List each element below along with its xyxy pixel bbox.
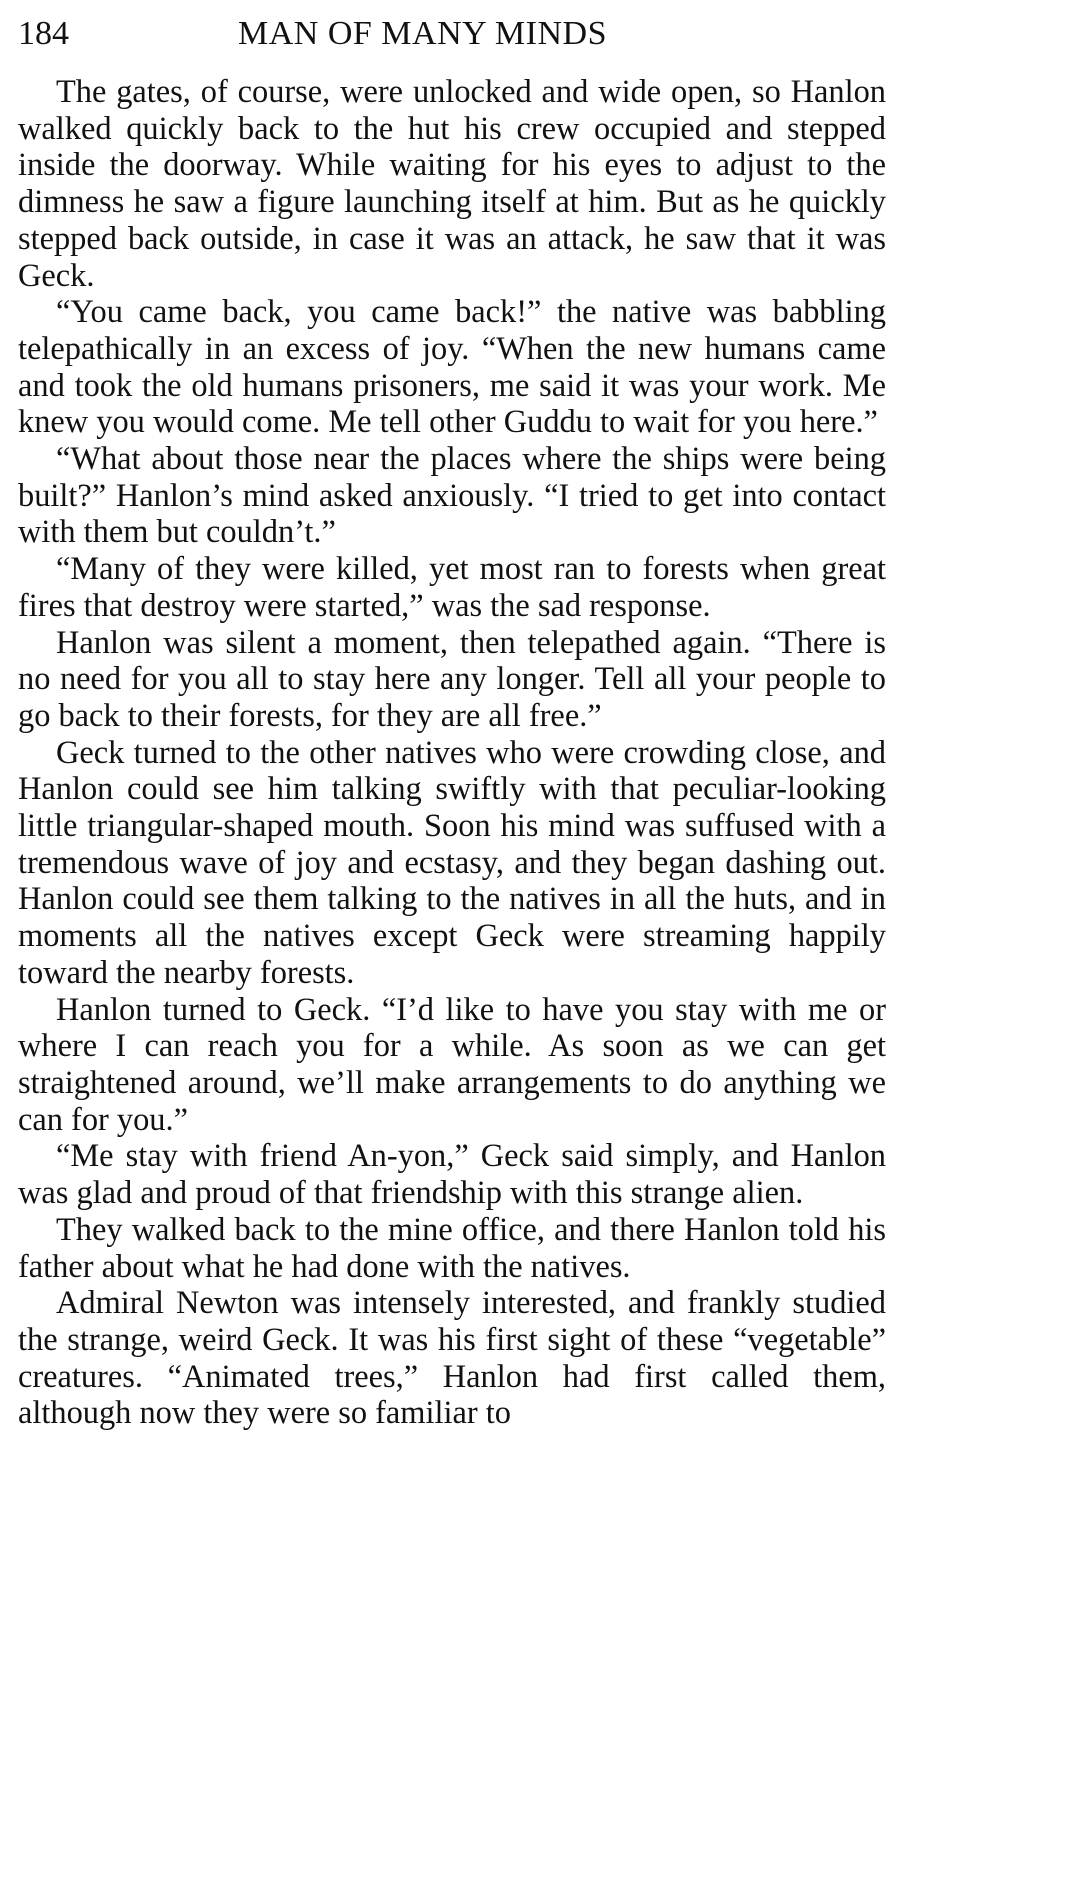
paragraph: The gates, of course, were unlocked and wide open, so Hanlon walked quickly back to the hut his crew occupied and stepped inside the doorway. While waiting for his eyes to adjust to the dimness he saw a figure launching itself at him. But as he quickly stepped back outside, in case it was an attack, he saw that it was Geck. [18, 74, 886, 294]
paragraph: They walked back to the mine office, and there Hanlon told his father about what he had done with the natives. [18, 1211, 886, 1285]
paragraph: Geck turned to the other natives who were crowding close, and Hanlon could see him talking swiftly with that peculiar-looking little triangular-shaped mouth. Soon his mind was suffused with a tremendous wave of joy and ecstasy, and they began dashing out. Hanlon could see them talking to the natives in all the huts, and in moments all the natives except Geck were streaming happily toward the nearby forests. [18, 734, 886, 991]
paragraph: Admiral Newton was intensely interested, and frankly studied the strange, weird Geck. It was his first sight of these “vegetable” creatures. “Animated trees,” Hanlon had first called them, although now they were so familiar to [18, 1285, 886, 1432]
running-head [18, 10, 886, 58]
paragraph: “Many of they were killed, yet most ran to forests when great fires that destroy were started,” was the sad response. [18, 551, 886, 624]
book-page [18, 10, 886, 1870]
running-title: MAN OF MANY MINDS [238, 15, 608, 52]
paragraph: “Me stay with friend An-yon,” Geck said simply, and Hanlon was glad and proud of that friendship with this strange alien. [18, 1138, 886, 1212]
paragraph: Hanlon turned to Geck. “I’d like to have you stay with me or where I can reach you for a while. As soon as we can get straightened around, we’ll make arrangements to do anything we can for you.” [18, 991, 886, 1138]
paragraph: “You came back, you came back!” the native was babbling telepathically in an excess of joy. “When the new humans came and took the old humans prisoners, me said it was your work. Me knew you would come. Me tell other Guddu to wait for you here.” [18, 294, 886, 441]
paragraph: “What about those near the places where the ships were being built?” Hanlon’s mind asked anxiously. “I tried to get into contact with them but couldn’t.” [18, 441, 886, 551]
body-text [18, 74, 886, 1432]
paragraph: Hanlon was silent a moment, then telepathed again. “There is no need for you all to stay here any longer. Tell all your people to go back to their forests, for they are all free.” [18, 624, 886, 734]
page-number: 184 [18, 15, 69, 52]
